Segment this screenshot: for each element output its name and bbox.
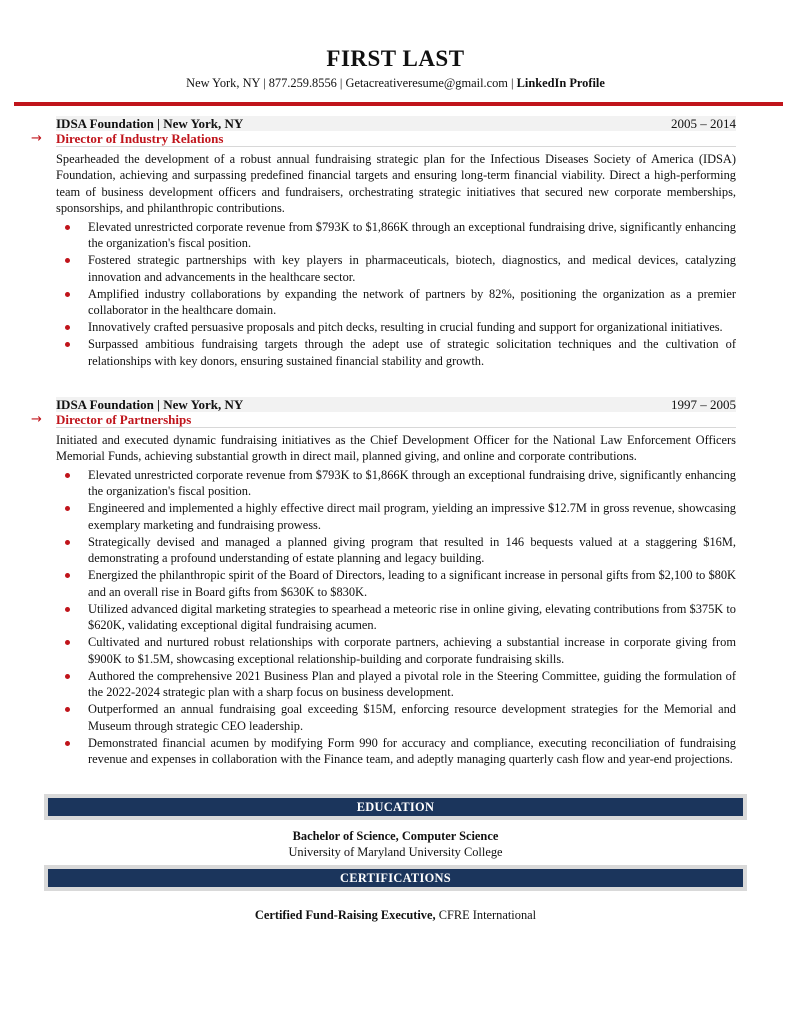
bullet-item (56, 601, 736, 634)
header-divider (14, 102, 783, 106)
bullet-item (56, 534, 736, 567)
bullet-text: Amplified industry collaborations by expanding the network of partners by 82%, positioning the organization as a premier collaborator in the healthcare domain. (88, 286, 736, 318)
bullet-text: Demonstrated financial acumen by modifying Form 990 for accuracy and compliance, executing reconciliation of fundraising revenue and expenses in collaboration with the Finance team, and adeptly managing quarterly cash flow and year-end projections. (88, 735, 736, 767)
bullet-icon (65, 741, 70, 746)
candidate-name: FIRST LAST (326, 46, 465, 71)
job-title-row (31, 131, 736, 147)
job-title: Director of Industry Relations (56, 131, 224, 146)
bullet-item (56, 701, 736, 734)
job-entry-1 (31, 116, 736, 370)
bullet-text: Strategically devised and managed a planned giving program that resulted in 146 bequests valued at a staggering $16M, demonstrating a profound understanding of estate planning and legacy building. (88, 534, 736, 566)
job-header (56, 397, 736, 412)
degree: Bachelor of Science, Computer Science (292, 829, 499, 843)
bullet-icon (65, 292, 70, 297)
job-bullets (56, 467, 736, 768)
job-organization: IDSA Foundation | New York, NY (56, 397, 244, 412)
bullet-text: Fostered strategic partnerships with key players in pharmaceuticals, biotech, diagnostics, and medical devices, catalyzing innovation and advancements in the healthcare sector. (88, 253, 736, 284)
bullet-text: Elevated unrestricted corporate revenue from $793K to $1,866K through an exceptional fundraising drive, significantly enhancing the organization's fiscal position. (88, 467, 736, 499)
bullet-text: Innovatively crafted persuasive proposals and pitch decks, resulting in crucial funding and support for organizational initiatives. (88, 320, 723, 335)
bullet-icon (65, 607, 70, 612)
bullet-item (56, 668, 736, 701)
bullet-icon (65, 325, 70, 330)
job-summary: Spearheaded the development of a robust annual fundraising strategic plan for the Infectious Diseases Society of America (IDSA) Foundation, achieving and surpassing predefined financial targets and ensuring long-term financial viability. Direct a high-performing team of business development officers and fundraisers, orchestrating strategic initiatives that secured new corporate memberships, sponsorships, and philanthropic contributions. (56, 152, 736, 216)
bullet-item (56, 467, 736, 500)
linkedin-link[interactable]: LinkedIn Profile (516, 76, 605, 90)
bullet-icon (65, 258, 70, 263)
certification-entry (0, 908, 791, 923)
bullet-item (56, 500, 736, 533)
bullet-item (56, 319, 736, 335)
bullet-text: Authored the comprehensive 2021 Business Plan and played a pivotal role in the Steering Committee, guiding the formulation of the 2022-2024 strategic plan with a sharp focus on business development. (88, 668, 736, 700)
job-title: Director of Partnerships (56, 412, 192, 427)
job-title-row (31, 412, 736, 428)
certifications-section-header (44, 865, 747, 891)
arrow-right-icon: → (31, 131, 42, 146)
bullet-item (56, 567, 736, 600)
certifications-heading: CERTIFICATIONS (48, 869, 743, 887)
bullet-text: Elevated unrestricted corporate revenue from $793K to $1,866K through an exceptional fundraising drive, significantly enhancing the organization's fiscal position. (88, 219, 736, 251)
education-entry (0, 829, 791, 860)
education-heading: EDUCATION (48, 798, 743, 816)
job-organization: IDSA Foundation | New York, NY (56, 116, 244, 131)
bullet-icon (65, 707, 70, 712)
bullet-item (56, 219, 736, 252)
bullet-text: Surpassed ambitious fundraising targets through the adept use of strategic solicitation techniques and the cultivation of relationships with key donors, ensuring sustained financial stability and growth. (88, 337, 736, 368)
bullet-item (56, 336, 736, 369)
bullet-item (56, 252, 736, 285)
contact-line (0, 76, 791, 91)
bullet-text: Outperformed an annual fundraising goal exceeding $15M, enforcing resource development strategies for the Memorial and Museum through strategic CEO leadership. (88, 702, 736, 733)
bullet-item (56, 286, 736, 319)
bullet-item (56, 634, 736, 667)
bullet-text: Engineered and implemented a highly effective direct mail program, yielding an impressive $12.7M in gross revenue, showcasing exemplary marketing and fundraising prowess. (88, 501, 736, 532)
bullet-text: Energized the philanthropic spirit of the Board of Directors, leading to a significant increase in personal gifts from $2,100 to $80K and an overall rise in Board gifts from $630K to $830K. (88, 568, 736, 599)
contact-details: New York, NY | 877.259.8556 | Getacreativeresume@gmail.com | (186, 76, 517, 90)
bullet-text: Cultivated and nurtured robust relationships with corporate partners, achieving a substantial increase in corporate giving from $900K to $1.5M, showcasing exceptional relationship-building and corporate fundraising skills. (88, 635, 736, 666)
bullet-icon (65, 674, 70, 679)
bullet-icon (65, 342, 70, 347)
education-section-header (44, 794, 747, 820)
arrow-right-icon: → (31, 412, 42, 427)
bullet-icon (65, 540, 70, 545)
job-bullets (56, 219, 736, 369)
bullet-icon (65, 640, 70, 645)
certification-issuer: CFRE International (435, 908, 537, 922)
bullet-item (56, 735, 736, 768)
job-dates: 1997 – 2005 (671, 397, 736, 412)
bullet-icon (65, 225, 70, 230)
job-entry-2 (31, 397, 736, 768)
bullet-text: Utilized advanced digital marketing strategies to spearhead a meteoric rise in online giving, elevating contributions from $375K to $620K, validating exceptional digital fundraising acumen. (88, 601, 736, 633)
school: University of Maryland University College (288, 844, 503, 859)
job-header (56, 116, 736, 131)
job-summary: Initiated and executed dynamic fundraising initiatives as the Chief Development Officer for the National Law Enforcement Officers Memorial Funds, achieving substantial growth in direct mail, planned giving, and online and corporate contributions. (56, 433, 736, 464)
bullet-icon (65, 573, 70, 578)
bullet-icon (65, 506, 70, 511)
certification-name: Certified Fund-Raising Executive, (254, 908, 436, 922)
bullet-icon (65, 473, 70, 478)
job-dates: 2005 – 2014 (671, 116, 736, 131)
